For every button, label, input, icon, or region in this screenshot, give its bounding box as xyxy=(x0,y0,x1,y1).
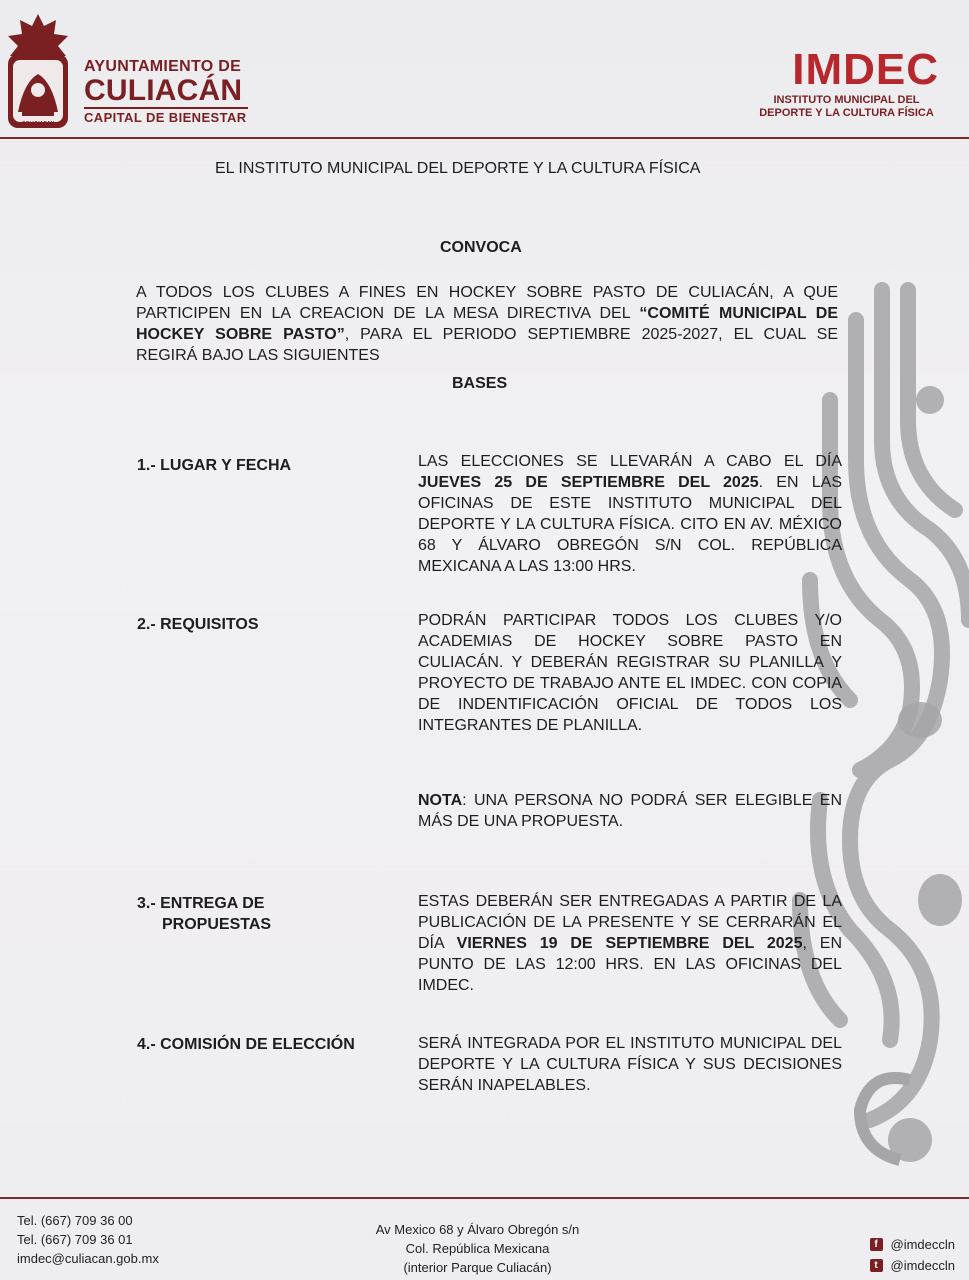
facebook-handle: @imdeccln xyxy=(890,1237,955,1252)
facebook-link[interactable] xyxy=(870,1234,956,1255)
culiacan-seal-logo xyxy=(4,12,72,130)
section-1-text-1: LAS ELECCIONES SE LLEVARÁN A CABO EL DÍA xyxy=(418,453,842,470)
section-2-heading: 2.- REQUISITOS xyxy=(137,616,259,633)
section-1-text-2: . EN LAS OFICINAS DE ESTE INSTITUTO MUNICIPAL DEL DEPORTE Y LA CULTURA FÍSICA. CITO EN AV. MÉXICO 68 Y ÁLVARO OBREGÓN S/N COL. REPÚBLICA MEXICANA A LAS 13:00 HRS. xyxy=(418,474,842,575)
section-3-body xyxy=(418,891,842,996)
footer-address-2: Col. República Mexicana xyxy=(405,1241,550,1256)
header-divider xyxy=(0,137,969,139)
para-text-2: , PARA EL PERIODO SEPTIEMBRE 2025-2027, EL CUAL SE REGIRÁ BAJO LAS SIGUIENTES xyxy=(136,326,838,364)
footer-email[interactable]: imdec@culiacan.gob.mx xyxy=(17,1251,159,1266)
section-1-heading: 1.- LUGAR Y FECHA xyxy=(137,457,292,474)
footer-phone-1: Tel. (667) 709 36 00 xyxy=(17,1213,133,1228)
ayuntamiento-line3: CAPITAL DE BIENESTAR xyxy=(84,107,248,125)
convoca-heading: CONVOCA xyxy=(440,239,522,256)
imdec-subtitle-line2: DEPORTE Y LA CULTURA FÍSICA xyxy=(759,107,934,119)
section-2-note xyxy=(418,790,842,832)
footer-social xyxy=(870,1234,956,1276)
section-3-heading xyxy=(137,893,271,935)
para-bold-committee: “COMITÉ MUNICIPAL DE HOCKEY SOBRE PASTO” xyxy=(136,305,838,343)
imdec-subtitle xyxy=(754,94,939,120)
section-4-heading: 4.- COMISIÓN DE ELECCIÓN xyxy=(137,1036,355,1053)
imdec-logo xyxy=(754,45,939,120)
section-3-date: VIERNES 19 DE SEPTIEMBRE DEL 2025 xyxy=(456,935,803,952)
para-text-1: A TODOS LOS CLUBES A FINES EN HOCKEY SOBRE PASTO DE CULIACÁN, A QUE PARTICIPEN EN LA CREACION DE LA MESA DIRECTIVA DEL xyxy=(136,284,838,322)
imdec-subtitle-line1: INSTITUTO MUNICIPAL DEL xyxy=(773,94,920,106)
section-2-note-text: : UNA PERSONA NO PODRÁ SER ELEGIBLE EN MÁS DE UNA PROPUESTA. xyxy=(418,792,842,830)
footer-address-1: Av Mexico 68 y Álvaro Obregón s/n xyxy=(375,1222,580,1237)
footer-contact xyxy=(17,1211,159,1268)
section-2-body xyxy=(418,610,842,736)
section-1-body xyxy=(418,451,842,577)
seal-bottom-text: COLHUACAN xyxy=(21,121,55,127)
section-3-text-2: , EN PUNTO DE LAS 12:00 HRS. EN LAS OFICINAS DEL IMDEC. xyxy=(418,935,843,994)
seal-top-text: CULIACAN xyxy=(22,56,54,62)
footer-address xyxy=(340,1220,615,1277)
ayuntamiento-line1: AYUNTAMIENTO DE xyxy=(84,58,242,75)
footer-divider xyxy=(0,1197,969,1199)
ayuntamiento-wordmark xyxy=(84,58,254,125)
twitter-icon: t xyxy=(870,1259,883,1272)
section-3-text-1: ESTAS DEBERÁN SER ENTREGADAS A PARTIR DE LA PUBLICACIÓN DE LA PRESENTE Y SE CERRARÁN EL DÍA xyxy=(418,893,842,952)
section-4-body xyxy=(418,1033,842,1096)
section-3-heading-line2: PROPUESTAS xyxy=(162,916,272,933)
twitter-handle: @imdeccln xyxy=(890,1258,955,1273)
facebook-icon: f xyxy=(870,1238,883,1251)
bases-heading: BASES xyxy=(452,375,508,392)
footer-address-3: (interior Parque Culiacán) xyxy=(403,1260,552,1275)
ayuntamiento-line2: CULIACÁN xyxy=(84,74,243,107)
footer-phone-2: Tel. (667) 709 36 01 xyxy=(17,1232,133,1247)
convocation-paragraph xyxy=(136,282,838,366)
imdec-logo-text: IMDEC xyxy=(792,45,939,94)
section-2-text: PODRÁN PARTICIPAR TODOS LOS CLUBES Y/O ACADEMIAS DE HOCKEY SOBRE PASTO EN CULIACÁN. Y DEBERÁN REGISTRAR SU PLANILLA Y PROYECTO DE TRABAJO ANTE EL IMDEC. CON COPIA DE INDENTIFICACIÓN OFICIAL DE TODOS LOS INTEGRANTES DE PLANILLA. xyxy=(418,612,842,734)
section-1-date: JUEVES 25 DE SEPTIEMBRE DEL 2025 xyxy=(418,474,759,491)
section-4-text: SERÁ INTEGRADA POR EL INSTITUTO MUNICIPAL DEL DEPORTE Y LA CULTURA FÍSICA Y SUS DECISIONES SERÁN INAPELABLES. xyxy=(418,1035,842,1094)
section-3-heading-line1: 3.- ENTREGA DE xyxy=(137,895,265,912)
intro-line: EL INSTITUTO MUNICIPAL DEL DEPORTE Y LA CULTURA FÍSICA xyxy=(215,160,701,177)
twitter-link[interactable] xyxy=(870,1255,956,1276)
section-2-note-label: NOTA xyxy=(418,792,463,809)
